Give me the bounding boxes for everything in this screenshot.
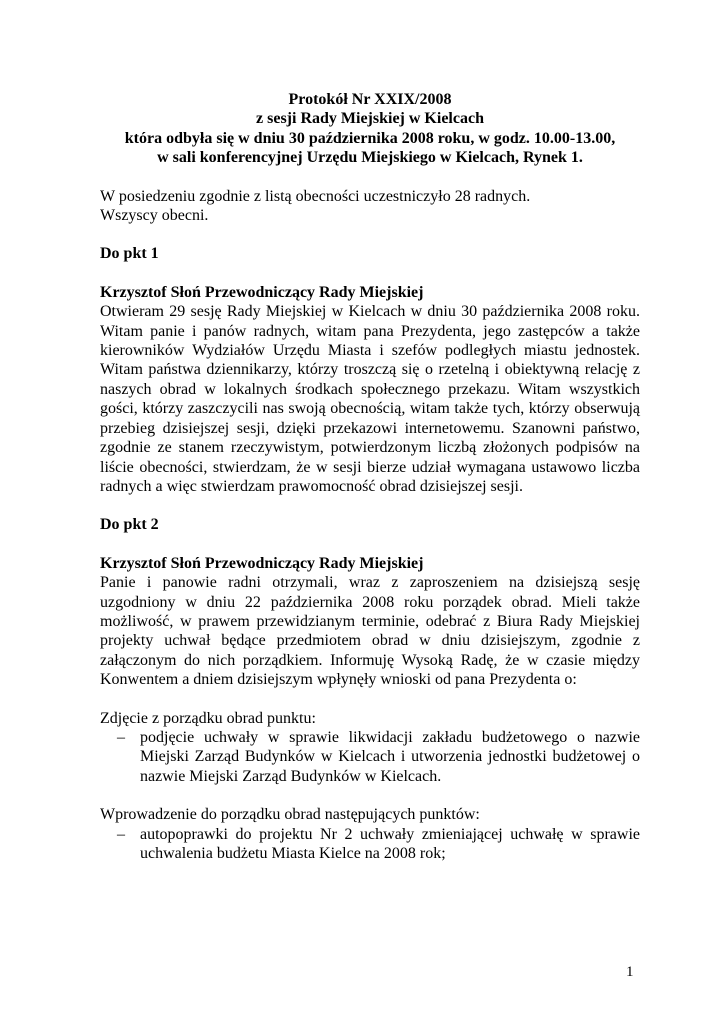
page-number: 1 <box>626 964 634 980</box>
title-line-4: w sali konferencyjnej Urzędu Miejskiego w Kielcach, Rynek 1. <box>157 149 583 167</box>
section-1-speaker: Krzysztof Słoń Przewodniczący Rady Miejskiej <box>100 283 424 301</box>
list-item <box>100 728 640 786</box>
document-body <box>100 90 640 863</box>
spacer <box>100 786 640 805</box>
title-line-2: z sesji Rady Miejskiej w Kielcach <box>256 110 484 128</box>
addition-list <box>100 825 640 864</box>
title-line-1: Protokół Nr XXIX/2008 <box>288 91 452 108</box>
document-title <box>100 90 640 168</box>
section-2-text: Panie i panowie radni otrzymali, wraz z zaproszeniem na dzisiejszą sesję uzgodniony w dniu 22 października 2008 roku porządek obrad. Mieli także możliwość, w prawem przewidzianym terminie, odebrać z Biura Rady Miejskiej projekty uchwał będące przedmiotem obrad w dniu dzisiejszym, zgodnie z załączonym do nich porządkiem. Informuję Wysoką Radę, że w czasie między Konwentem a dniem dzisiejszym wpłynęły wnioski od pana Prezydenta o: <box>100 574 640 689</box>
removal-list <box>100 728 640 786</box>
spacer <box>100 264 640 283</box>
section-2-heading: Do pkt 2 <box>100 516 159 534</box>
addition-heading: Wprowadzenie do porządku obrad następujących punktów: <box>100 806 480 824</box>
title-line-3: która odbyła się w dniu 30 października 2008 roku, w godz. 10.00-13.00, <box>124 129 616 147</box>
spacer <box>100 496 640 515</box>
attendance-note <box>100 187 640 226</box>
section-2-speaker: Krzysztof Słoń Przewodniczący Rady Miejskiej <box>100 554 424 572</box>
section-1-heading: Do pkt 1 <box>100 245 159 263</box>
spacer <box>100 535 640 554</box>
list-item-text: podjęcie uchwały w sprawie likwidacji zakładu budżetowego o nazwie Miejski Zarząd Budynków w Kielcach i utworzenia jednostki budżetowej o nazwie Miejski Zarząd Budynków w Kielcach. <box>140 728 640 785</box>
attendance-line-2: Wszyscy obecni. <box>100 207 209 225</box>
spacer <box>100 225 640 244</box>
dash-bullet: – <box>117 728 125 746</box>
spacer <box>100 168 640 187</box>
section-1-text: Otwieram 29 sesję Rady Miejskiej w Kielcach w dniu 30 października 2008 roku. Witam panie i panów radnych, witam pana Prezydenta, jego zastępców a także kierowników Wydziałów Urzędu Miasta i szefów podległych miastu jednostek. Witam państwa dziennikarzy, którzy troszczą się o rzetelną i obiektywną relację z naszych obrad w lokalnych środkach społecznego przekazu. Witam wszystkich gości, którzy zaszczycili nas swoją obecnością, witam także tych, którzy obserwują przebieg dzisiejszej sesji, dzięki przekazowi internetowemu. Szanowni państwo, zgodnie ze stanem rzeczywistym, potwierdzonym liczbą złożonych podpisów na liście obecności, stwierdzam, że w sesji bierze udział wymagana ustawowo liczba radnych a więc stwierdzam prawomocność obrad dzisiejszej sesji. <box>100 303 640 495</box>
dash-bullet: – <box>117 825 125 843</box>
attendance-line-1: W posiedzeniu zgodnie z listą obecności uczestniczyło 28 radnych. <box>100 187 531 205</box>
removal-heading: Zdjęcie z porządku obrad punktu: <box>100 709 316 727</box>
spacer <box>100 690 640 709</box>
list-item-text: autopoprawki do projektu Nr 2 uchwały zmieniającej uchwałę w sprawie uchwalenia budżetu Miasta Kielce na 2008 rok; <box>140 825 640 862</box>
list-item <box>100 825 640 864</box>
